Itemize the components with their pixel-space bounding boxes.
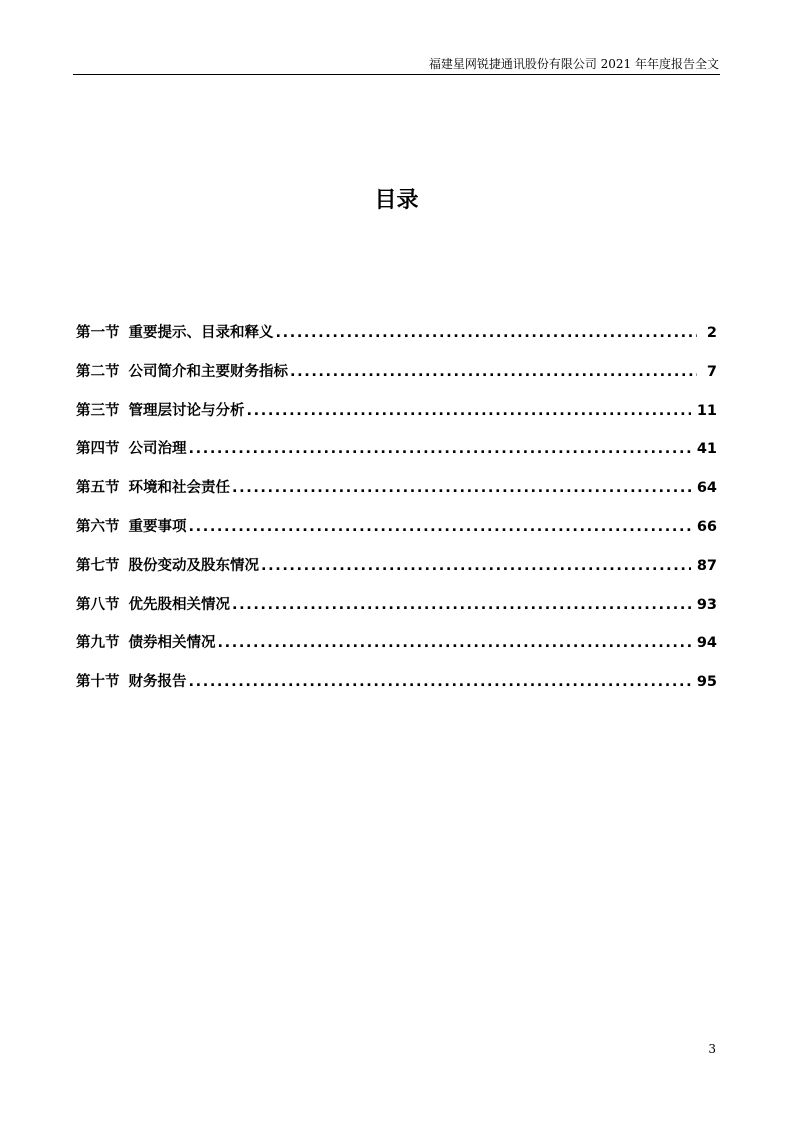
toc-heading: 债券相关情况	[128, 635, 216, 652]
table-of-contents	[76, 320, 717, 708]
toc-page-number: 93	[696, 596, 717, 613]
toc-page-number: 41	[696, 441, 717, 458]
toc-section-number: 第二节	[76, 363, 120, 380]
toc-entry-section-5[interactable]	[76, 475, 717, 514]
toc-heading: 重要提示、目录和释义	[128, 325, 274, 341]
toc-page-number: 66	[696, 518, 717, 535]
toc-dot-leader	[189, 669, 691, 695]
toc-dot-leader	[261, 553, 691, 579]
toc-section-number: 第八节	[76, 596, 120, 613]
running-header: 福建星网锐捷通讯股份有限公司 2021 年年度报告全文	[428, 57, 719, 71]
header-rule	[73, 74, 720, 75]
toc-dot-leader	[232, 475, 691, 501]
toc-title: 目录	[374, 188, 419, 213]
toc-section-number: 第三节	[76, 402, 120, 419]
toc-dot-leader	[247, 398, 691, 424]
toc-dot-leader	[189, 514, 691, 540]
toc-heading: 优先股相关情况	[128, 596, 230, 613]
toc-page-number: 11	[696, 402, 717, 419]
toc-dot-leader	[232, 592, 691, 618]
toc-heading: 环境和社会责任	[128, 480, 230, 497]
toc-section-number: 第十节	[76, 674, 120, 691]
toc-entry-section-4[interactable]	[76, 436, 717, 475]
toc-page-number: 64	[696, 480, 717, 497]
toc-dot-leader	[290, 359, 697, 385]
page-number: 3	[708, 1042, 716, 1056]
toc-section-number: 第一节	[76, 325, 120, 341]
toc-entry-section-10[interactable]	[76, 669, 717, 708]
toc-entry-section-1[interactable]	[76, 320, 717, 359]
toc-page-number: 87	[696, 557, 717, 574]
toc-heading: 公司简介和主要财务指标	[128, 363, 288, 380]
toc-heading: 财务报告	[128, 674, 187, 691]
toc-heading: 公司治理	[128, 441, 187, 458]
toc-dot-leader	[218, 630, 691, 656]
toc-heading: 管理层讨论与分析	[128, 402, 245, 419]
toc-page-number: 7	[706, 363, 717, 380]
toc-entry-section-3[interactable]	[76, 398, 717, 437]
toc-entry-section-9[interactable]	[76, 630, 717, 669]
toc-dot-leader	[276, 320, 698, 346]
toc-section-number: 第五节	[76, 480, 120, 497]
toc-section-number: 第七节	[76, 557, 120, 574]
toc-page-number: 2	[706, 325, 717, 341]
toc-page-number: 94	[696, 635, 717, 652]
toc-entry-section-2[interactable]	[76, 359, 717, 398]
toc-entry-section-7[interactable]	[76, 553, 717, 592]
toc-heading: 重要事项	[128, 518, 187, 535]
toc-entry-section-6[interactable]	[76, 514, 717, 553]
toc-dot-leader	[189, 436, 691, 462]
toc-heading: 股份变动及股东情况	[128, 557, 259, 574]
toc-entry-section-8[interactable]	[76, 592, 717, 631]
toc-section-number: 第四节	[76, 441, 120, 458]
toc-page-number: 95	[696, 674, 717, 691]
toc-section-number: 第九节	[76, 635, 120, 652]
toc-section-number: 第六节	[76, 518, 120, 535]
